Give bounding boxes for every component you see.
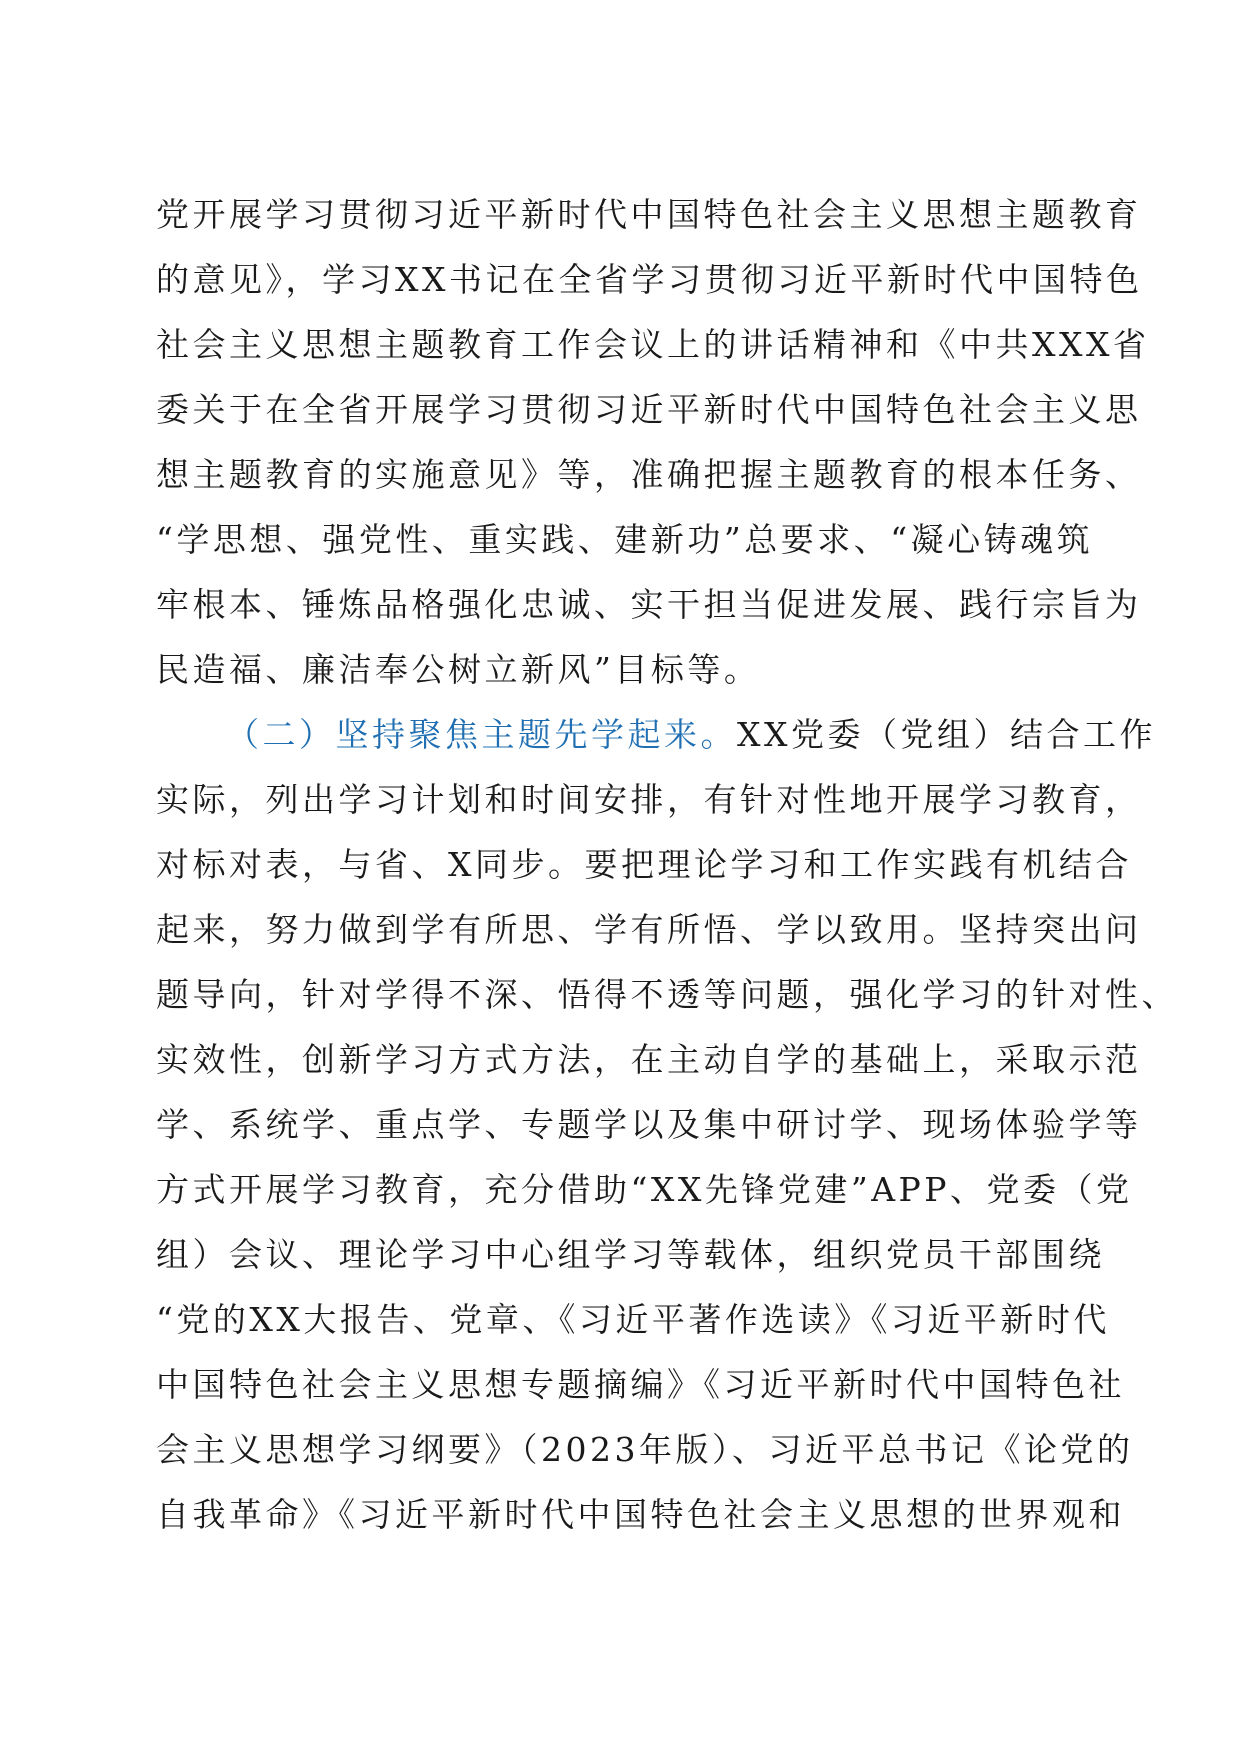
section-first-line-text: XX党委（党组）结合工作 bbox=[737, 715, 1156, 754]
text-line: 对标对表，与省、X同步。要把理论学习和工作实践有机结合 bbox=[156, 845, 1132, 884]
text-line: 方式开展学习教育，充分借助“XX先锋党建”APP、党委（党 bbox=[156, 1170, 1133, 1209]
text-line: 实际，列出学习计划和时间安排，有针对性地开展学习教育， bbox=[156, 780, 1142, 819]
text-line: 题导向，针对学得不深、悟得不透等问题，强化学习的针对性、 bbox=[156, 975, 1178, 1014]
text-line: 党开展学习贯彻习近平新时代中国特色社会主义思想主题教育 bbox=[156, 195, 1142, 234]
text-line: 学、系统学、重点学、专题学以及集中研讨学、现场体验学等 bbox=[156, 1105, 1142, 1144]
text-line: 民造福、廉洁奉公树立新风”目标等。 bbox=[156, 650, 761, 689]
section-heading: （二）坚持聚焦主题先学起来。 bbox=[226, 715, 737, 754]
text-line: 起来，努力做到学有所思、学有所悟、学以致用。坚持突出问 bbox=[156, 910, 1142, 949]
text-line: 自我革命》《习近平新时代中国特色社会主义思想的世界观和 bbox=[156, 1495, 1125, 1534]
body-text bbox=[156, 182, 1178, 1547]
text-line: 会主义思想学习纲要》（2023年版）、习近平总书记《论党的 bbox=[156, 1430, 1134, 1469]
text-line: 的意见》，学习XX书记在全省学习贯彻习近平新时代中国特色 bbox=[156, 260, 1143, 299]
text-line: 组）会议、理论学习中心组学习等载体，组织党员干部围绕 bbox=[156, 1235, 1105, 1274]
text-line: 牢根本、锤炼品格强化忠诚、实干担当促进发展、践行宗旨为 bbox=[156, 585, 1142, 624]
text-line: 中国特色社会主义思想专题摘编》《习近平新时代中国特色社 bbox=[156, 1365, 1125, 1404]
text-line: 实效性，创新学习方式方法，在主动自学的基础上，采取示范 bbox=[156, 1040, 1142, 1079]
text-line: “学思想、强党性、重实践、建新功”总要求、“凝心铸魂筑 bbox=[156, 520, 1094, 559]
text-line: 想主题教育的实施意见》等，准确把握主题教育的根本任务、 bbox=[156, 455, 1142, 494]
text-line: “党的XX大报告、党章、《习近平著作选读》《习近平新时代 bbox=[156, 1300, 1110, 1339]
section-first-line bbox=[156, 702, 1156, 767]
text-line: 委关于在全省开展学习贯彻习近平新时代中国特色社会主义思 bbox=[156, 390, 1142, 429]
text-line: 社会主义思想主题教育工作会议上的讲话精神和《中共XXX省 bbox=[156, 325, 1150, 364]
